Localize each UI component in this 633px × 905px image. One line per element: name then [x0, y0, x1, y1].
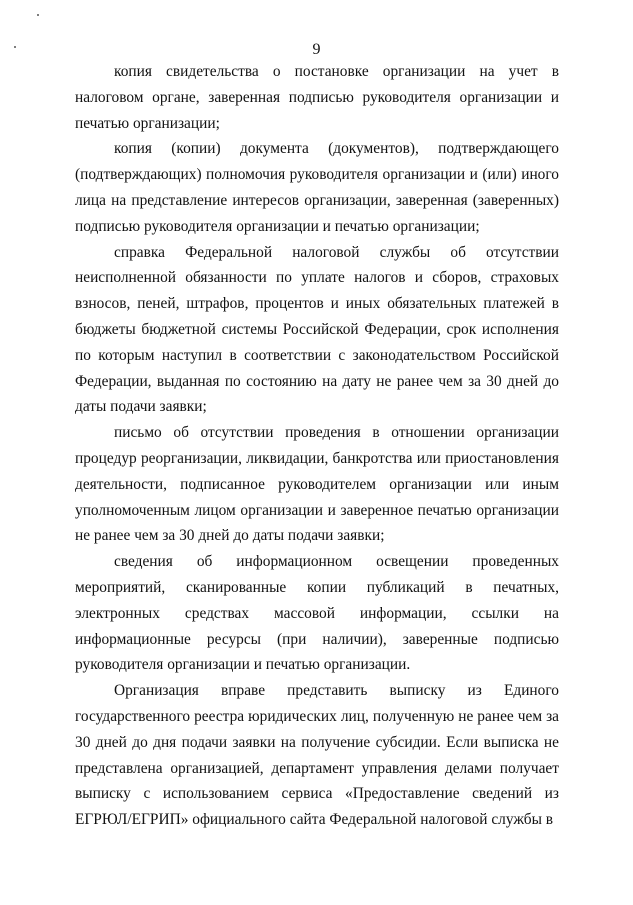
paragraph-tax-registration-copy: копия свидетельства о постановке организации на учет в налоговом органе, заверенная подписью руководителя организации и печатью организации;: [75, 63, 559, 132]
paragraph-no-reorganization-letter: письмо об отсутствии проведения в отношении организации процедур реорганизации, ликвидации, банкротства или приостановления деятельности, подписанное руководителем организации или иным уполномоченным лицом организации и заверенное печатью организации не ранее чем за 30 дней до даты подачи заявки;: [75, 424, 559, 545]
scan-speck-top: [37, 14, 39, 16]
paragraph-tax-service-certificate: справка Федеральной налоговой службы об отсутствии неисполненной обязанности по уплате налогов и сборов, страховых взносов, пеней, штрафов, процентов и иных обязательных платежей в бюджеты бюджетной системы Российской Федерации, срок исполнения по которым наступил в соответствии с законодательством Российской Федерации, выданная по состоянию на дату не ранее чем за 30 дней до даты подачи заявки;: [75, 243, 559, 416]
paragraph-egrul-extract: Организация вправе представить выписку из Единого государственного реестра юридических лиц, полученную не ранее чем за 30 дней до дня подачи заявки на получение субсидии. Если выписка не представлена организацией, департамент управления делами получает выписку с использованием сервиса «Предоставление сведений из ЕГРЮЛ/ЕГРИП» официального сайта Федеральной налоговой службы в: [75, 682, 559, 829]
paragraph-authority-documents: копия (копии) документа (документов), подтверждающего (подтверждающих) полномочия руководителя организации и (или) иного лица на представление интересов организации, заверенная (заверенных) подписью руководителя организации и печатью организации;: [75, 140, 559, 235]
page-number: 9: [312, 41, 321, 58]
paragraph-media-coverage: сведения об информационном освещении проведенных мероприятий, сканированные копии публикаций в печатных, электронных средствах массовой информации, ссылки на информационные ресурсы (при наличии), заверенные подписью руководителя организации и печатью организации.: [75, 553, 559, 674]
document-body: [75, 59, 559, 833]
